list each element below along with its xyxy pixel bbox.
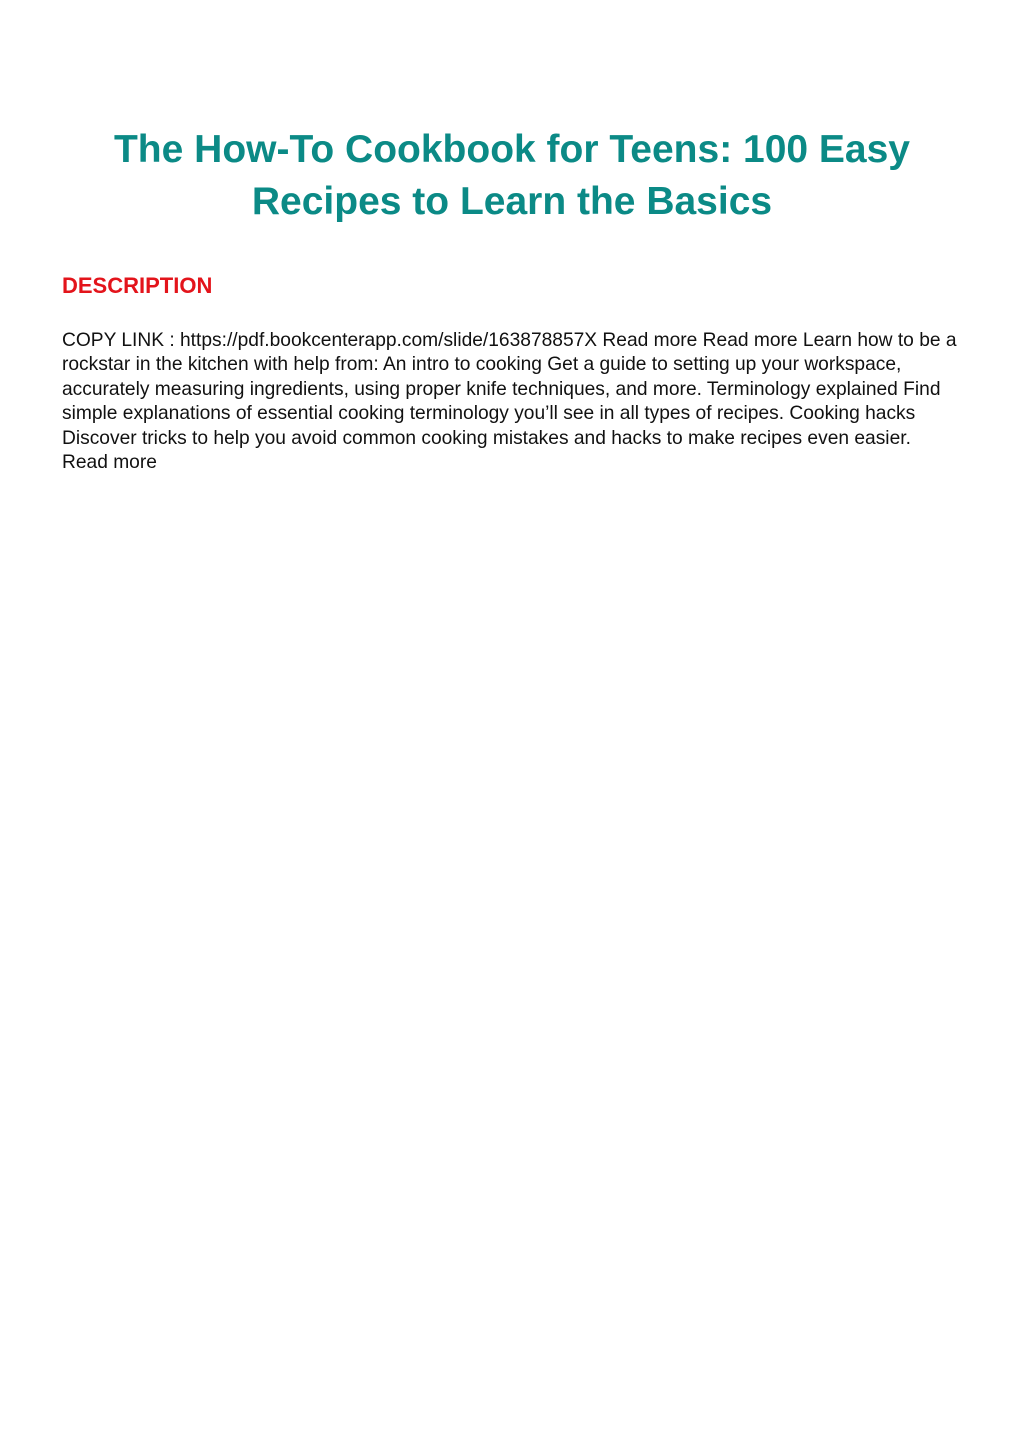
description-heading: DESCRIPTION <box>62 273 213 298</box>
document-title: The How-To Cookbook for Teens: 100 Easy Recipes to Learn the Basics <box>113 128 910 223</box>
description-text: COPY LINK : https://pdf.bookcenterapp.com/slide/163878857X Read more Read more Learn how to be a rockstar in the kitchen with help from: An intro to cooking Get a guide to setting up your workspace, accurately measuring ingredients, using proper knife techniques, and more. Terminology explained Find simple explanations of essential cooking terminology you’ll see in all types of recipes. Cooking hacks Discover tricks to help you avoid common cooking mistakes and hacks to make recipes even easier. Read more <box>62 330 957 474</box>
